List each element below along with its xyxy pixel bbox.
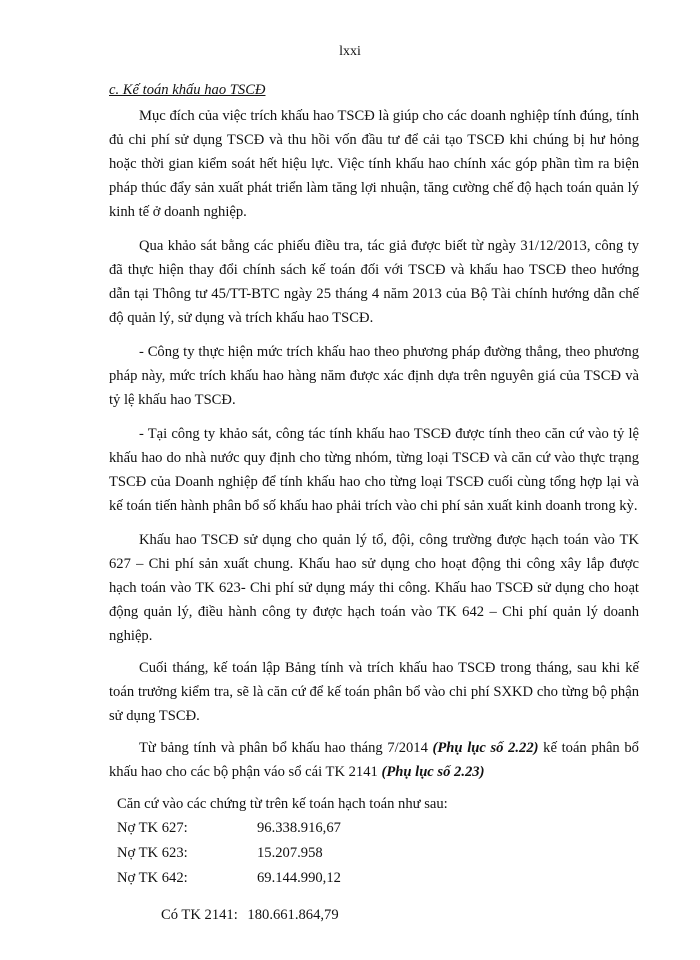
appendix-ref-2-22: (Phụ lục số 2.22) xyxy=(432,740,539,756)
entry-row-623 xyxy=(109,841,639,866)
credit-row-2141 xyxy=(109,903,639,928)
entry-row-642 xyxy=(109,866,639,891)
credit-label: Có TK 2141: xyxy=(161,907,238,923)
credit-value: 180.661.864,79 xyxy=(247,907,339,923)
paragraph-accounts: Khấu hao TSCĐ sử dụng cho quản lý tổ, đội, công trường được hạch toán vào TK 627 – Chi phí sản xuất chung. Khấu hao sử dụng cho hoạt động thi công xây lắp được hạch toán vào TK 623- Chi phí sử dụng máy thi công. Khấu hao TSCĐ sử dụng cho hoạt động quản lý, điều hành công ty được hạch toán vào TK 642 – Chi phí quản lý doanh nghiệp. xyxy=(109,532,639,644)
entry-label: Nợ TK 623: xyxy=(117,845,188,861)
allocation-text-1: Từ bảng tính và phân bổ khấu hao tháng 7/2014 xyxy=(139,740,433,756)
paragraph-purpose: Mục đích của việc trích khấu hao TSCĐ là giúp cho các doanh nghiệp tính đúng, tính đủ chi phí sử dụng TSCĐ và thu hồi vốn đầu tư để cải tạo TSCĐ khi chúng bị hư hỏng hoặc thời gian kiểm soát hết hiệu lực. Việc tính khấu hao chính xác góp phần tìm ra biện pháp thúc đẩy sản xuất phát triển làm tăng lợi nhuận, tăng cường chế độ hạch toán quản lý kinh tế ở doanh nghiệp. xyxy=(109,108,639,220)
entry-value: 69.144.990,12 xyxy=(257,870,341,886)
allocation-text-2: kế toán phân bổ khấu hao cho các bộ phận váo sổ cái TK 2141 xyxy=(109,740,639,780)
entry-label: Nợ TK 642: xyxy=(117,870,188,886)
paragraph-month-end: Cuối tháng, kế toán lập Bảng tính và trích khấu hao TSCĐ trong tháng, sau khi kế toán trưởng kiểm tra, sẽ là căn cứ để kế toán phân bổ vào chi phí SXKD cho từng bộ phận sử dụng TSCĐ. xyxy=(109,660,639,724)
page-number: lxxi xyxy=(339,44,361,59)
entry-label: Nợ TK 627: xyxy=(117,820,188,836)
paragraph-method: - Công ty thực hiện mức trích khấu hao theo phương pháp đường thẳng, theo phương pháp này, mức trích khấu hao hàng năm được xác định dựa trên nguyên giá của TSCĐ và tỷ lệ khấu hao TSCĐ. xyxy=(109,344,639,408)
section-heading: c. Kế toán khấu hao TSCĐ xyxy=(109,82,266,98)
paragraph-allocation xyxy=(109,736,639,784)
entry-value: 96.338.916,67 xyxy=(257,820,341,836)
entry-row-627 xyxy=(109,816,639,841)
document-body xyxy=(109,78,639,928)
paragraph-entries-intro: Căn cứ vào các chứng từ trên kế toán hạch toán như sau: xyxy=(117,796,448,812)
entry-value: 15.207.958 xyxy=(257,845,323,861)
paragraph-calculation: - Tại công ty khảo sát, công tác tính khấu hao TSCĐ được tính theo căn cứ vào tỷ lệ khấu hao do nhà nước quy định cho từng nhóm, từng loại TSCĐ và căn cứ vào thực trạng TSCĐ của Doanh nghiệp để tính khấu hao cho từng loại TSCĐ cuối cùng tổng hợp lại và kế toán tiến hành phân bổ số khấu hao phải trích vào chi phí sản xuất kinh doanh trong kỳ. xyxy=(109,426,639,514)
journal-entries xyxy=(109,816,639,928)
paragraph-survey: Qua khảo sát bằng các phiếu điều tra, tác giả được biết từ ngày 31/12/2013, công ty đã thực hiện thay đổi chính sách kế toán đối với TSCĐ và khấu hao TSCĐ theo hướng dẫn tại Thông tư 45/TT-BTC ngày 25 tháng 4 năm 2013 của Bộ Tài chính hướng dẫn chế độ quản lý, sử dụng và trích khấu hao TSCĐ. xyxy=(109,238,639,326)
appendix-ref-2-23: (Phụ lục số 2.23) xyxy=(381,764,485,780)
